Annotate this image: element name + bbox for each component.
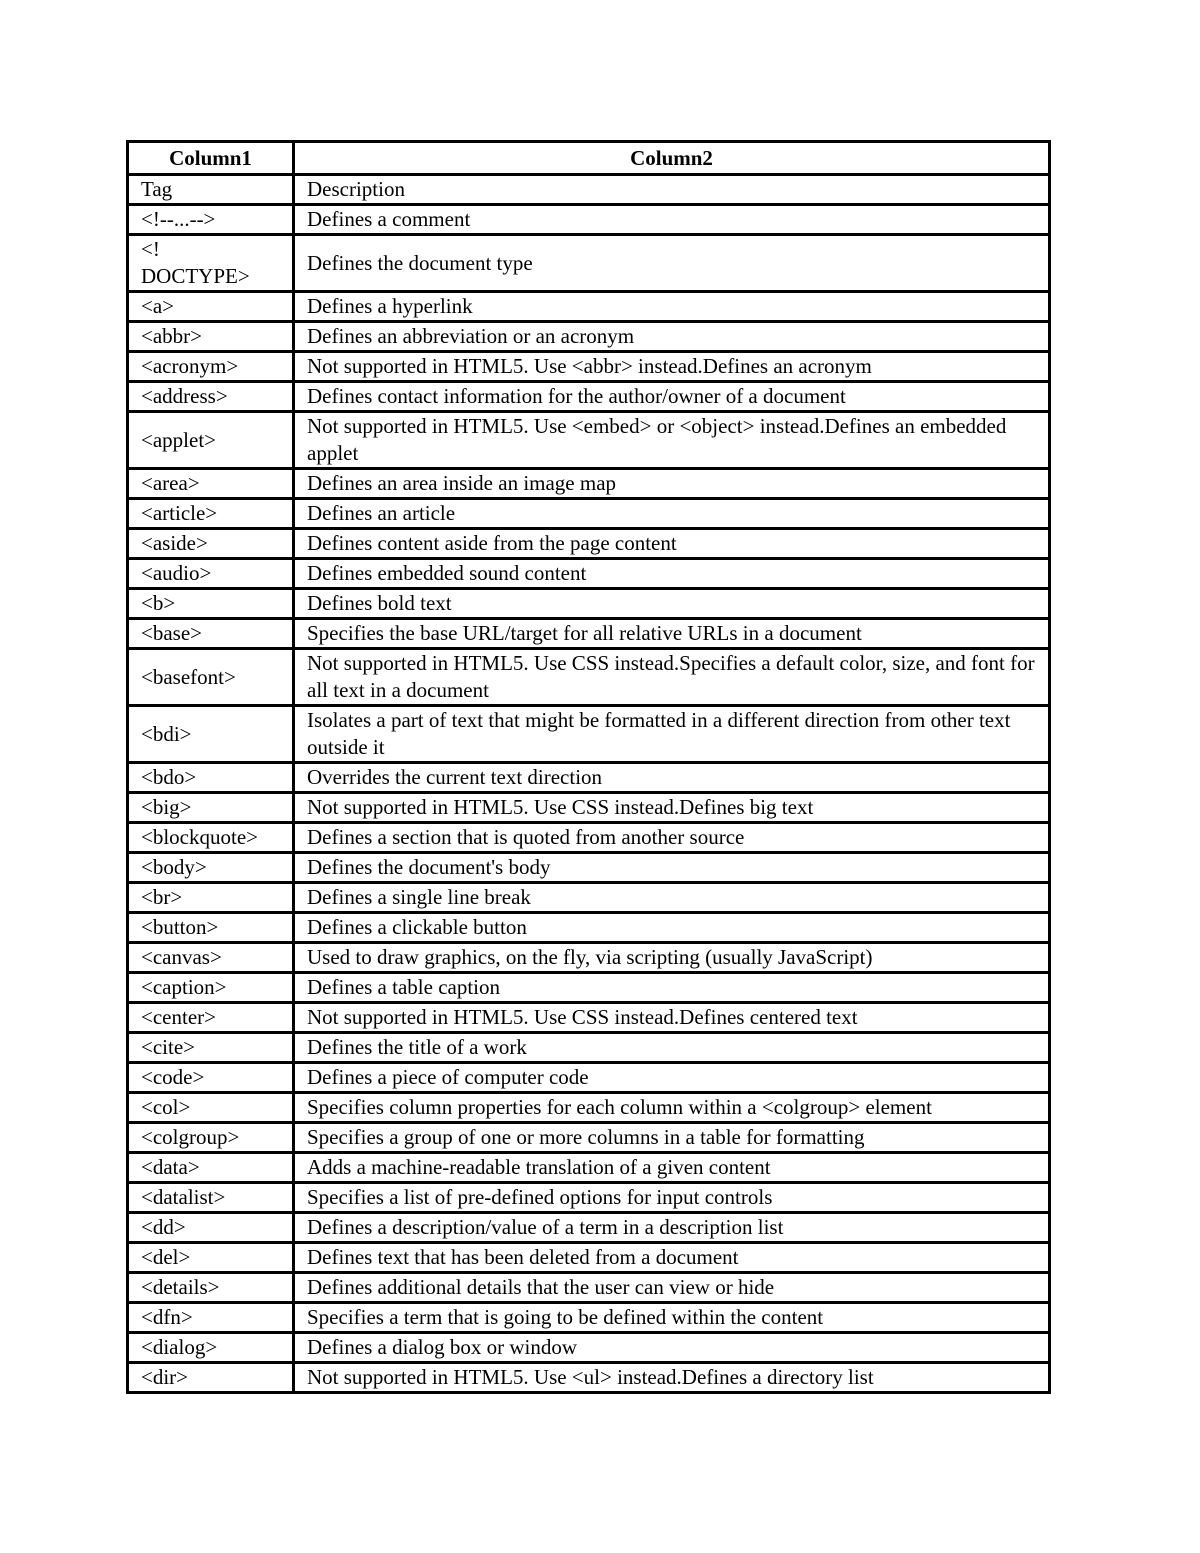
tag-cell: <center> [128, 1003, 294, 1033]
tag-cell: <caption> [128, 973, 294, 1003]
description-cell: Specifies a list of pre-defined options for input controls [294, 1183, 1050, 1213]
table-row [128, 943, 1050, 973]
description-cell: Used to draw graphics, on the fly, via scripting (usually JavaScript) [294, 943, 1050, 973]
description-cell: Defines embedded sound content [294, 559, 1050, 589]
tag-cell: <!--...--> [128, 205, 294, 235]
column2-header: Column2 [294, 142, 1050, 175]
description-cell: Defines an abbreviation or an acronym [294, 322, 1050, 352]
tag-cell: <bdi> [128, 706, 294, 763]
table-row [128, 205, 1050, 235]
description-cell: Not supported in HTML5. Use <ul> instead.Defines a directory list [294, 1363, 1050, 1393]
tag-cell: <bdo> [128, 763, 294, 793]
table-row [128, 382, 1050, 412]
tag-cell: <dialog> [128, 1333, 294, 1363]
tag-cell: <details> [128, 1273, 294, 1303]
table-row [128, 973, 1050, 1003]
description-cell: Specifies a term that is going to be defined within the content [294, 1303, 1050, 1333]
table-row [128, 1093, 1050, 1123]
table-row [128, 823, 1050, 853]
description-cell: Defines a dialog box or window [294, 1333, 1050, 1363]
description-cell: Defines text that has been deleted from a document [294, 1243, 1050, 1273]
description-cell: Defines an area inside an image map [294, 469, 1050, 499]
tag-cell: <dfn> [128, 1303, 294, 1333]
tag-cell: <button> [128, 913, 294, 943]
table-row [128, 469, 1050, 499]
description-cell: Overrides the current text direction [294, 763, 1050, 793]
table-row [128, 175, 1050, 205]
description-cell: Description [294, 175, 1050, 205]
tag-cell: <datalist> [128, 1183, 294, 1213]
tag-cell: <body> [128, 853, 294, 883]
description-cell: Defines a piece of computer code [294, 1063, 1050, 1093]
table-row [128, 499, 1050, 529]
tag-cell: <article> [128, 499, 294, 529]
description-cell: Defines a table caption [294, 973, 1050, 1003]
description-cell: Defines a description/value of a term in a description list [294, 1213, 1050, 1243]
table-row [128, 649, 1050, 706]
tag-cell: <address> [128, 382, 294, 412]
tag-cell: <colgroup> [128, 1123, 294, 1153]
table-row [128, 1303, 1050, 1333]
table-row [128, 322, 1050, 352]
tag-cell: <cite> [128, 1033, 294, 1063]
description-cell: Defines a section that is quoted from another source [294, 823, 1050, 853]
table-header [128, 142, 1050, 175]
table-row [128, 412, 1050, 469]
description-cell: Not supported in HTML5. Use CSS instead.Defines big text [294, 793, 1050, 823]
tag-cell: <b> [128, 589, 294, 619]
description-cell: Defines content aside from the page content [294, 529, 1050, 559]
table-row [128, 292, 1050, 322]
table-row [128, 1153, 1050, 1183]
description-cell: Defines an article [294, 499, 1050, 529]
description-cell: Not supported in HTML5. Use <abbr> instead.Defines an acronym [294, 352, 1050, 382]
tag-cell: <abbr> [128, 322, 294, 352]
html-tags-table [126, 140, 1051, 1394]
description-cell: Defines the document's body [294, 853, 1050, 883]
tag-cell: <base> [128, 619, 294, 649]
table-row [128, 1243, 1050, 1273]
header-row [128, 142, 1050, 175]
tag-cell: <dd> [128, 1213, 294, 1243]
tag-cell: <canvas> [128, 943, 294, 973]
tag-cell: <dir> [128, 1363, 294, 1393]
tag-cell: <applet> [128, 412, 294, 469]
table-row [128, 559, 1050, 589]
tag-cell: <audio> [128, 559, 294, 589]
description-cell: Defines a hyperlink [294, 292, 1050, 322]
table-row [128, 706, 1050, 763]
description-cell: Defines the title of a work [294, 1033, 1050, 1063]
tag-cell: <del> [128, 1243, 294, 1273]
table-row [128, 589, 1050, 619]
tag-cell: <basefont> [128, 649, 294, 706]
table-row [128, 352, 1050, 382]
description-cell: Defines bold text [294, 589, 1050, 619]
table-row [128, 1003, 1050, 1033]
table-row [128, 529, 1050, 559]
table-row [128, 763, 1050, 793]
table-row [128, 1033, 1050, 1063]
tag-cell: <area> [128, 469, 294, 499]
description-cell: Defines a clickable button [294, 913, 1050, 943]
tag-cell: <col> [128, 1093, 294, 1123]
description-cell: Specifies the base URL/target for all relative URLs in a document [294, 619, 1050, 649]
tag-cell: <blockquote> [128, 823, 294, 853]
table-row [128, 1213, 1050, 1243]
table-row [128, 883, 1050, 913]
description-cell: Defines contact information for the author/owner of a document [294, 382, 1050, 412]
column1-header: Column1 [128, 142, 294, 175]
tag-cell: <big> [128, 793, 294, 823]
table-body [128, 175, 1050, 1393]
description-cell: Defines additional details that the user can view or hide [294, 1273, 1050, 1303]
description-cell: Specifies a group of one or more columns in a table for formatting [294, 1123, 1050, 1153]
table-row [128, 913, 1050, 943]
description-cell: Defines a comment [294, 205, 1050, 235]
tag-cell: <br> [128, 883, 294, 913]
table-row [128, 1183, 1050, 1213]
description-cell: Defines a single line break [294, 883, 1050, 913]
description-cell: Specifies column properties for each column within a <colgroup> element [294, 1093, 1050, 1123]
tag-cell: Tag [128, 175, 294, 205]
table-row [128, 1333, 1050, 1363]
table-row [128, 1273, 1050, 1303]
table-row [128, 793, 1050, 823]
table-row [128, 1063, 1050, 1093]
description-cell: Not supported in HTML5. Use <embed> or <object> instead.Defines an embedded applet [294, 412, 1050, 469]
tag-cell: <! DOCTYPE> [128, 235, 294, 292]
description-cell: Not supported in HTML5. Use CSS instead.Specifies a default color, size, and font for all text in a document [294, 649, 1050, 706]
description-cell: Adds a machine-readable translation of a given content [294, 1153, 1050, 1183]
description-cell: Not supported in HTML5. Use CSS instead.Defines centered text [294, 1003, 1050, 1033]
description-cell: Isolates a part of text that might be formatted in a different direction from other text outside it [294, 706, 1050, 763]
tag-cell: <a> [128, 292, 294, 322]
table-row [128, 235, 1050, 292]
description-cell: Defines the document type [294, 235, 1050, 292]
tag-cell: <code> [128, 1063, 294, 1093]
table-row [128, 1363, 1050, 1393]
tag-cell: <data> [128, 1153, 294, 1183]
table-row [128, 1123, 1050, 1153]
tag-cell: <acronym> [128, 352, 294, 382]
tag-cell: <aside> [128, 529, 294, 559]
table-row [128, 619, 1050, 649]
table-row [128, 853, 1050, 883]
